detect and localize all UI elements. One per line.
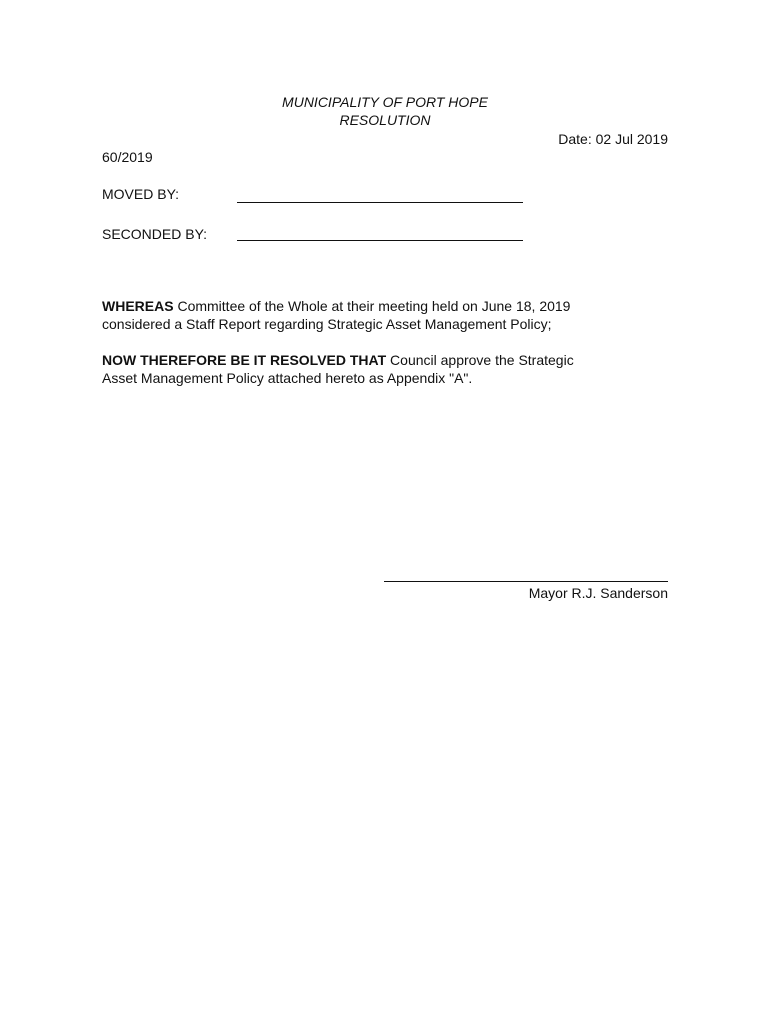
seconded-by-signature-line	[237, 240, 523, 241]
document-type-title: RESOLUTION	[339, 112, 431, 128]
resolved-lead: NOW THEREFORE BE IT RESOLVED THAT	[102, 352, 387, 368]
mayor-name: Mayor R.J. Sanderson	[528, 585, 668, 601]
resolution-number: 60/2019	[102, 149, 153, 165]
whereas-clause	[102, 297, 662, 333]
whereas-lead: WHEREAS	[102, 298, 174, 314]
whereas-line-1	[102, 297, 662, 315]
seconded-by-label: SECONDED BY:	[102, 226, 208, 242]
resolved-line-1	[102, 351, 662, 369]
mayor-signature-line	[384, 581, 668, 582]
moved-by-label: MOVED BY:	[102, 186, 180, 202]
resolved-text-2: Asset Management Policy attached hereto as Appendix "A".	[102, 370, 473, 386]
moved-by-signature-line	[237, 202, 523, 203]
whereas-text-1: Committee of the Whole at their meeting held on June 18, 2019	[173, 298, 571, 314]
municipality-title: MUNICIPALITY OF PORT HOPE	[282, 94, 488, 110]
resolved-clause	[102, 351, 662, 387]
whereas-text-2: considered a Staff Report regarding Strategic Asset Management Policy;	[102, 316, 552, 332]
resolution-date: Date: 02 Jul 2019	[558, 131, 668, 147]
resolved-text-1: Council approve the Strategic	[386, 352, 574, 368]
